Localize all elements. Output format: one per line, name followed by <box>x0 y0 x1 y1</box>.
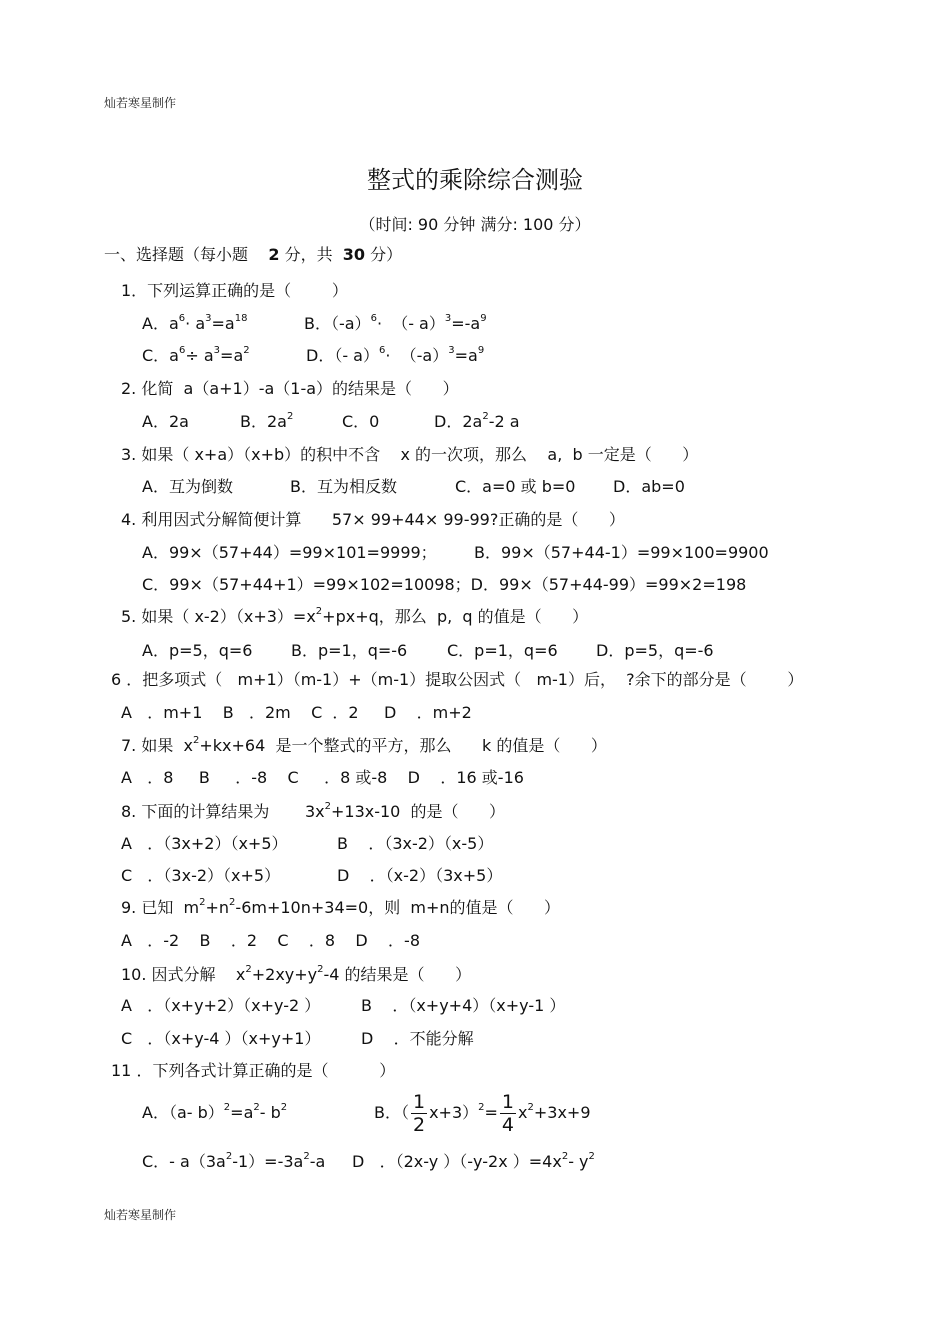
q11-option-c: C．- $a(3a^2-1)=-3a^2-a$ <box>142 1151 326 1171</box>
q5-option-b: B．p=1，q=-6 <box>291 641 408 660</box>
q4-option-c-d: C．99×（57+44+1）=99×102=10098；D．99×（57+44-99）=99×2=198 <box>142 575 747 594</box>
q1-option-b: B．$(-a)^6\cdot$ （- $a)^3=-a^9$ <box>304 313 487 333</box>
q7-options: A ．8 B ．-8 C ．8 或-8 D ．16 或-16 <box>121 768 524 787</box>
q1-stem: 1．下列运算正确的是（ ） <box>121 281 348 300</box>
fraction-half: $\frac{1}{2}$ <box>412 1091 426 1136</box>
q4-stem: 4. 利用因式分解简便计算 57× 99+44× 99-99?正确的是（ ） <box>121 510 625 529</box>
q8-option-c: C ．（3x-2）（x+5） <box>121 866 281 885</box>
q2-option-b: B．$2a^2$ <box>240 411 294 431</box>
page-footer: 灿若寒星制作 <box>104 1208 177 1222</box>
q2-option-d: D．$2a^2-2$ a <box>434 411 520 431</box>
q5-option-c: C．p=1，q=6 <box>447 641 558 660</box>
q10-option-d: D ．不能分解 <box>361 1029 474 1048</box>
q4-option-a: A．99×（57+44）=99×101=9999； <box>142 543 437 562</box>
q10-option-c: C ．（x+y-4 ）（x+y+1） <box>121 1029 321 1048</box>
q5-option-d: D．p=5，q=-6 <box>596 641 714 660</box>
q3-option-d: D．ab=0 <box>613 477 685 496</box>
q8-stem: 8. 下面的计算结果为 $3x^2+13x-10$ 的是（ ） <box>121 801 506 821</box>
q2-option-c: C．0 <box>342 412 380 431</box>
q11-option-b: B．（ $\frac{1}{2}$ x+3）$^2$= $\frac{1}{4}$ $x^2+3x+9$ <box>374 1091 591 1136</box>
q10-stem: 10. 因式分解 $x^2+2xy+y^2-4$ 的结果是（ ） <box>121 964 472 984</box>
q7-stem: 7. 如果 $x^2+kx+64$ 是一个整式的平方，那么 k 的值是（ ） <box>121 735 607 755</box>
q6-options: A ．m+1 B ．2m C ．2 D ．m+2 <box>121 703 472 722</box>
page-subtitle: （时间: 90 分钟 满分: 100 分） <box>359 215 591 234</box>
q3-option-c: C．a=0 或 b=0 <box>455 477 576 496</box>
q11-stem: 11 ．下列各式计算正确的是（ ） <box>111 1061 396 1080</box>
q8-option-d: D ．（x-2）（3x+5） <box>337 866 503 885</box>
q11-option-a: A．（a- $b)^2=a^2-$ $b^2$ <box>142 1102 288 1122</box>
q2-option-a: A．2a <box>142 412 189 431</box>
q8-option-b: B ．（3x-2）（x-5） <box>337 834 494 853</box>
q11-option-d: D ．（2x-y ）（-y-2x ）$=4x^2-$ $y^2$ <box>352 1151 595 1171</box>
q3-option-a: A．互为倒数 <box>142 477 233 496</box>
q9-stem: 9. 已知 $m^2+n^2-6m+10n+34=0$，则 m+n的值是（ ） <box>121 897 561 917</box>
q9-options: A ．-2 B ．2 C ．8 D ．-8 <box>121 931 421 950</box>
q10-option-a: A ．（x+y+2）（x+y-2 ） <box>121 996 321 1015</box>
q6-stem: 6 ．把多项式（ m+1）（m-1）+（m-1）提取公因式（ m-1）后， ?余下的部分是（ ） <box>111 670 804 689</box>
q1-option-d: D．（- $a)^6\cdot (-a)^3=a^9$ <box>306 345 485 365</box>
q3-option-b: B．互为相反数 <box>290 477 397 496</box>
fraction-quarter: $\frac{1}{4}$ <box>501 1091 515 1136</box>
q4-option-b: B．99×（57+44-1）=99×100=9900 <box>474 543 769 562</box>
page-title: 整式的乘除综合测验 <box>367 166 583 194</box>
section-heading: 一、选择题（每小题 2 分，共 30 分） <box>104 245 403 264</box>
q10-option-b: B ．（x+y+4）（x+y-1 ） <box>361 996 566 1015</box>
q8-option-a: A ．（3x+2）（x+5） <box>121 834 288 853</box>
q1-option-a: A．$a^6\cdot a^3=a^{18}$ <box>142 313 248 333</box>
q3-stem: 3. 如果（ x+a）（x+b）的积中不含 x 的一次项，那么 a, b 一定是（ ） <box>121 445 699 464</box>
q5-stem: 5. 如果（ $x-2)(x+3)=x^2+px+q$，那么 p, q 的值是（ ） <box>121 606 589 626</box>
page-header: 灿若寒星制作 <box>104 96 177 110</box>
q5-option-a: A．p=5，q=6 <box>142 641 253 660</box>
q2-stem: 2. 化简 a（a+1）-a（1-a）的结果是（ ） <box>121 379 459 398</box>
q1-option-c: C．$a^6\div a^3=a^2$ <box>142 345 250 365</box>
